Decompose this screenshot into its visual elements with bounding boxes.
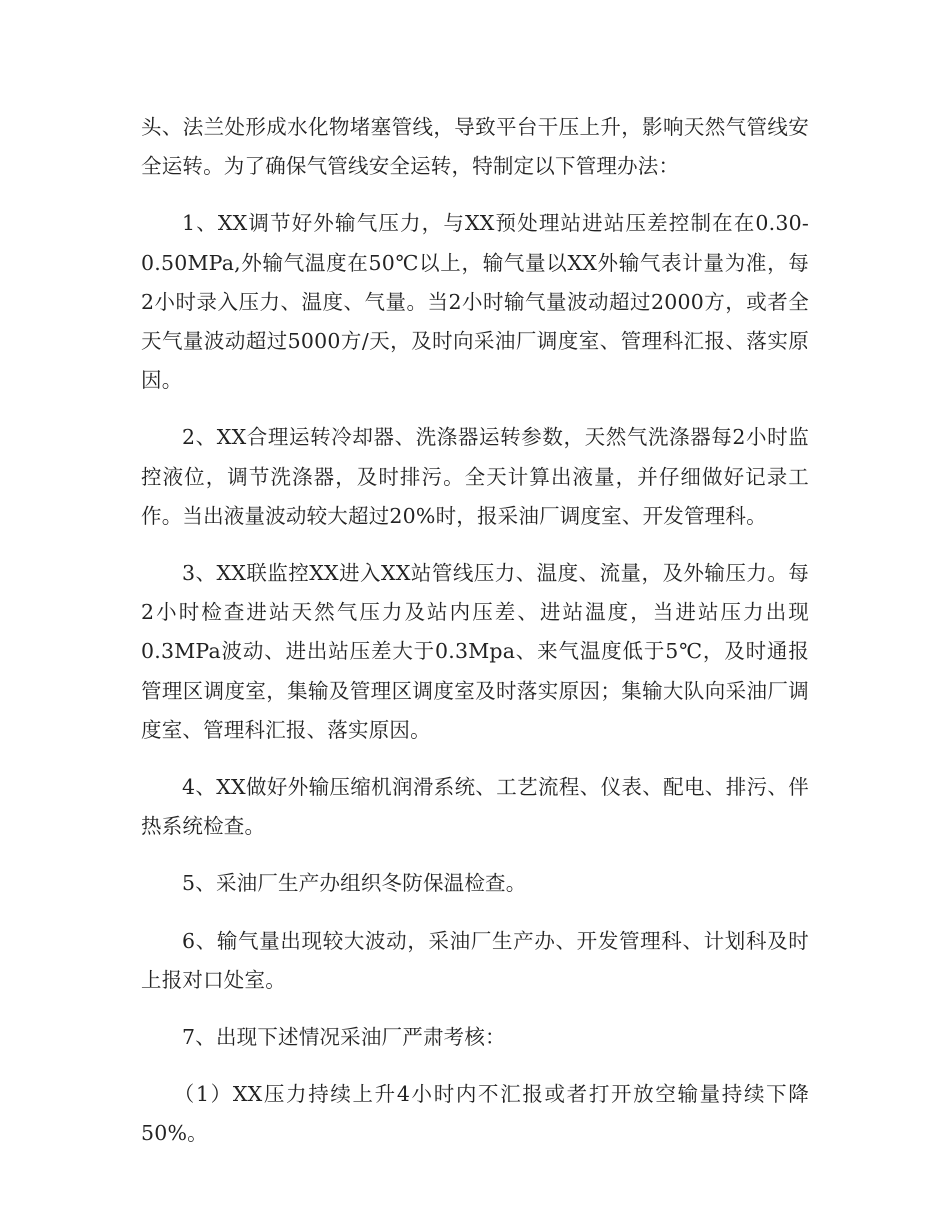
paragraph-item-5: 5、采油厂生产办组织冬防保温检查。 <box>182 871 527 896</box>
paragraph-item-3: 3、XX联监控XX进入XX站管线压力、温度、流量，及外输压力。每2小时检查进站天然气压力及站内压差、进站温度，当进站压力出现0.3MPa波动、进出站压差大于0.3Mpa、来气温度低于5℃，及时通报管理区调度室，集输及管理区调度室及时落实原因；集输大队向采油厂调度室、管理科汇报、落实原因。 <box>141 561 809 742</box>
paragraph-subitem-1: （1）XX压力持续上升4小时内不汇报或者打开放空输量持续下降50%。 <box>141 1082 809 1146</box>
paragraph-item-6: 6、输气量出现较大波动，采油厂生产办、开发管理科、计划科及时上报对口处室。 <box>141 928 809 992</box>
paragraph-intro: 头、法兰处形成水化物堵塞管线，导致平台干压上升，影响天然气管线安全运转。为了确保气管线安全运转，特制定以下管理办法： <box>141 115 809 179</box>
paragraph-item-7: 7、出现下述情况采油厂严肃考核： <box>182 1025 506 1050</box>
document-body <box>141 108 809 1172</box>
paragraph-item-1: 1、XX调节好外输气压力，与XX预处理站进站压差控制在在0.30-0.50MPa,外输气温度在50℃以上，输气量以XX外输气表计量为准，每2小时录入压力、温度、气量。当2小时输气量波动超过2000方，或者全天气量波动超过5000方/天，及时向采油厂调度室、管理科汇报、落实原因。 <box>141 211 809 393</box>
paragraph-item-4: 4、XX做好外输压缩机润滑系统、工艺流程、仪表、配电、排污、伴热系统检查。 <box>141 775 809 839</box>
paragraph-item-2: 2、XX合理运转冷却器、洗涤器运转参数，天然气洗涤器每2小时监控液位，调节洗涤器，及时排污。全天计算出液量，并仔细做好记录工作。当出液量波动较大超过20%时，报采油厂调度室、开发管理科。 <box>141 425 809 528</box>
